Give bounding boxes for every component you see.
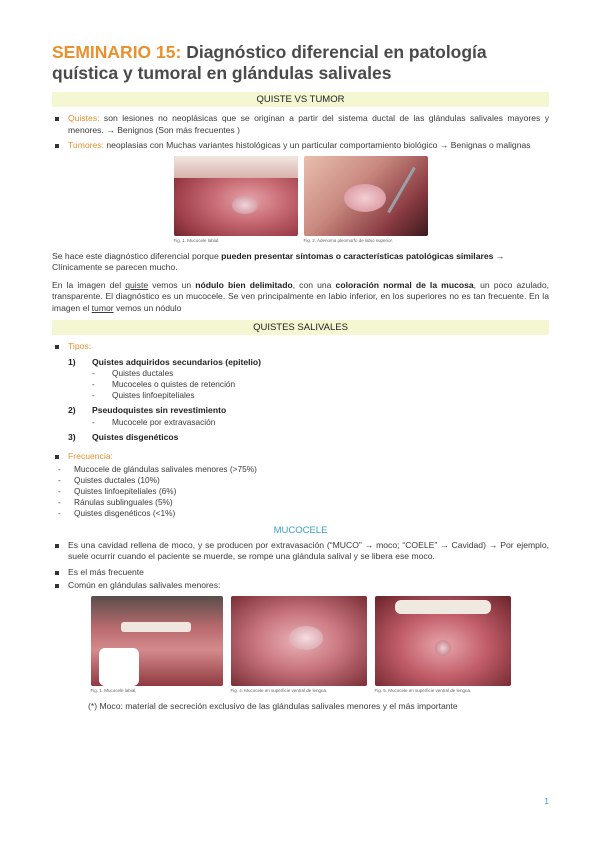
page-number: 1 [544, 796, 549, 806]
list-item [52, 113, 549, 136]
figure-caption: Fig. 1. Mucocele labial. [173, 237, 220, 243]
tipos-list [52, 341, 549, 463]
list-item: Es una cavidad rellena de moco, y se producen por extravasación (“MUCO” → moco; “COELE” → Cavidad) → Por ejemplo, suele ocurrir cuando el paciente se muerde, se rompe una glándula salival y se libera ese moco. [52, 540, 549, 563]
text-run-bold: pueden presentar síntomas o características patológicas similares [221, 250, 494, 261]
figure-row-2 [52, 596, 549, 695]
list-item [68, 405, 549, 428]
mucocele-list [52, 540, 549, 592]
figure-row-1 [52, 156, 549, 245]
mucocele-ventral-photo-1 [231, 596, 367, 686]
section-header-quiste-vs-tumor: QUISTE VS TUMOR [52, 92, 549, 107]
mucocele-ventral-photo-2 [375, 596, 511, 686]
figure [304, 156, 428, 245]
text-run: Se hace este diagnóstico diferencial porque [52, 250, 222, 261]
bullet-label: Tumores: [68, 140, 104, 150]
item-number: 2) [68, 405, 76, 415]
mucocele-heading: MUCOCELE [273, 524, 328, 536]
footnote: (*) Moco: material de secreción exclusivo de las glándulas salivales menores y el más importante [88, 700, 458, 711]
figure [375, 596, 511, 695]
item-label: Quistes disgenéticos [92, 431, 179, 442]
list-item: Es el más frecuente [52, 567, 549, 579]
text-run: , un poco azulado, transparente. El diagnóstico es un mucocele. Se ven principalmente en labio inferior, en los superiores no es tan frecuente. En la imagen el [52, 279, 549, 313]
text-run-bold: coloración normal de la mucosa [335, 279, 474, 290]
title-rest: Diagnóstico diferencial en patología quística y tumoral en glándulas salivales [52, 42, 487, 83]
list-item: - Quistes ductales [92, 368, 549, 379]
bullet-label: Quistes: [68, 113, 100, 123]
item-number: 1) [68, 356, 76, 367]
item-number: 3) [68, 431, 76, 442]
list-item: - Mucoceles o quistes de retención [92, 379, 549, 390]
bullet-text: son lesiones no neoplásicas que se originan a partir del sistema ductal de las glándulas salivales mayores y menores. → Benignos (Son más frecuentes ) [68, 113, 549, 135]
text-run-underline: tumor [91, 302, 114, 313]
quiste-tumor-list [52, 113, 549, 152]
list-item [68, 432, 549, 444]
item-label: Quistes adquiridos secundarios (epitelio) [92, 356, 262, 367]
text-run: → Clínicamente se parecen mucho. [52, 250, 505, 272]
paragraph-diagnostico [52, 251, 549, 274]
figure [231, 596, 367, 695]
adenoma-photo [304, 156, 428, 236]
section-header-quistes-salivales: QUISTES SALIVALES [52, 320, 549, 335]
text-run: , con una [292, 279, 336, 290]
figure-caption: Fig. 2. Adenoma pleomorfo de labio superior. [303, 237, 394, 243]
text-run: vemos un [148, 279, 196, 290]
frecuencia-label: Frecuencia: [68, 451, 113, 461]
figure [91, 596, 223, 695]
sub-list [92, 417, 549, 428]
tipos-numbered-list [68, 357, 549, 444]
bullet-text: neoplasias con Muchas variantes histológicas y un particular comportamiento biológico → Benignas o malignas [103, 140, 531, 150]
text-run: En la imagen del [52, 279, 126, 290]
list-item: - Ránulas sublinguales (5%) [52, 497, 549, 508]
list-item [52, 451, 549, 463]
page-title [52, 42, 549, 84]
mucocele-photo [174, 156, 298, 236]
figure-caption: Fig. 4. Mucocele en superficie ventral de lengua. [230, 687, 328, 693]
list-item: - Mucocele por extravasación [92, 417, 549, 428]
list-item [68, 357, 549, 402]
list-item [52, 140, 549, 152]
text-run: vemos un nódulo [113, 302, 182, 313]
list-item: - Quistes linfoepiteliales (6%) [52, 486, 549, 497]
list-item: Común en glándulas salivales menores: [52, 580, 549, 592]
text-run-bold: nódulo bien delimitado [195, 279, 293, 290]
tipos-label: Tipos: [68, 341, 92, 351]
list-item: - Quistes linfoepiteliales [92, 390, 549, 401]
sub-list [92, 368, 549, 401]
document-page [52, 42, 549, 712]
figure [174, 156, 298, 245]
item-label: Pseudoquistes sin revestimiento [92, 405, 227, 415]
mucocele-labial-photo [91, 596, 223, 686]
frecuencia-list [52, 464, 549, 519]
list-item: - Quistes disgenéticos (<1%) [52, 508, 549, 519]
figure-caption: Fig. 5. Mucocele en superficie ventral de lengua. [374, 687, 472, 693]
list-item: - Mucocele de glándulas salivales menores (>75%) [52, 464, 549, 475]
title-strong: SEMINARIO 15: [52, 42, 182, 62]
figure-caption: Fig. 1. Mucocele labial. [90, 687, 137, 693]
text-run-underline: quiste [125, 279, 149, 290]
list-item [52, 341, 549, 443]
list-item: - Quistes ductales (10%) [52, 475, 549, 486]
paragraph-imagen [52, 280, 549, 315]
